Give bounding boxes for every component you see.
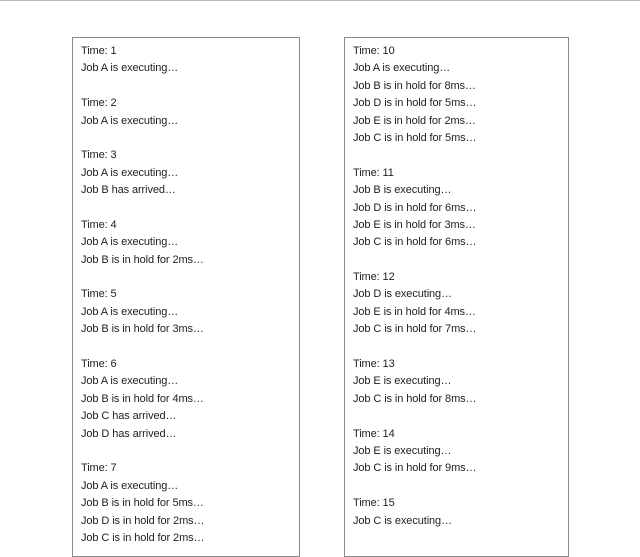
schedule-log-panel-left <box>72 37 300 557</box>
job-status-line: Job C is in hold for 2ms… <box>81 531 205 544</box>
job-status-line: Job C is in hold for 7ms… <box>353 323 477 336</box>
time-step-block <box>353 495 568 530</box>
time-step-label: Time: 4 <box>81 218 117 231</box>
job-status-line: Job A is executing… <box>81 479 179 492</box>
job-status-line: Job B has arrived… <box>81 184 176 197</box>
job-status-line: Job B is in hold for 4ms… <box>81 392 204 405</box>
job-status-line: Job E is in hold for 4ms… <box>353 305 476 318</box>
time-step-label: Time: 12 <box>353 271 395 284</box>
job-status-line: Job A is executing… <box>81 236 179 249</box>
job-status-line: Job B is in hold for 3ms… <box>81 323 204 336</box>
job-status-line: Job B is in hold for 5ms… <box>81 497 204 510</box>
job-status-line: Job D has arrived… <box>81 427 177 440</box>
job-status-line: Job A is executing… <box>81 375 179 388</box>
time-step-block <box>81 460 299 547</box>
job-status-line: Job A is executing… <box>81 62 179 75</box>
job-status-line: Job D is in hold for 6ms… <box>353 201 477 214</box>
time-step-block <box>353 269 568 339</box>
job-status-line: Job B is in hold for 8ms… <box>353 79 476 92</box>
job-status-line: Job B is executing… <box>353 184 452 197</box>
time-step-block <box>81 43 299 78</box>
time-step-label: Time: 15 <box>353 497 395 510</box>
time-step-label: Time: 11 <box>353 166 394 179</box>
job-status-line: Job A is executing… <box>353 62 451 75</box>
job-status-line: Job E is executing… <box>353 375 452 388</box>
job-status-line: Job D is in hold for 5ms… <box>353 97 477 110</box>
job-status-line: Job E is in hold for 2ms… <box>353 114 476 127</box>
job-status-line: Job D is executing… <box>353 288 452 301</box>
time-step-block <box>81 356 299 443</box>
job-status-line: Job C is in hold for 6ms… <box>353 236 477 249</box>
time-step-block <box>81 286 299 338</box>
job-status-line: Job C is in hold for 8ms… <box>353 392 477 405</box>
time-step-label: Time: 14 <box>353 427 395 440</box>
job-status-line: Job C is in hold for 9ms… <box>353 462 477 475</box>
time-step-block <box>81 217 299 269</box>
time-step-label: Time: 7 <box>81 462 117 475</box>
job-status-line: Job A is executing… <box>81 305 179 318</box>
job-status-line: Job C is in hold for 5ms… <box>353 131 477 144</box>
schedule-log-panel-right <box>344 37 569 557</box>
job-status-line: Job C has arrived… <box>81 410 177 423</box>
time-step-block <box>353 43 568 147</box>
time-step-block <box>353 356 568 408</box>
time-step-label: Time: 1 <box>81 45 117 57</box>
time-step-label: Time: 2 <box>81 97 117 110</box>
job-status-line: Job B is in hold for 2ms… <box>81 253 204 266</box>
time-step-label: Time: 10 <box>353 45 395 57</box>
time-step-block <box>81 147 299 199</box>
time-step-label: Time: 5 <box>81 288 117 301</box>
job-status-line: Job A is executing… <box>81 166 179 179</box>
job-status-line: Job A is executing… <box>81 114 179 127</box>
job-status-line: Job C is executing… <box>353 514 452 527</box>
job-status-line: Job E is in hold for 3ms… <box>353 218 476 231</box>
time-step-label: Time: 6 <box>81 358 117 371</box>
time-step-label: Time: 3 <box>81 149 117 162</box>
time-step-block <box>353 165 568 252</box>
job-status-line: Job D is in hold for 2ms… <box>81 514 205 527</box>
page-top-rule <box>0 0 640 1</box>
time-step-block <box>81 95 299 130</box>
time-step-block <box>353 426 568 478</box>
job-status-line: Job E is executing… <box>353 444 452 457</box>
time-step-label: Time: 13 <box>353 358 395 371</box>
